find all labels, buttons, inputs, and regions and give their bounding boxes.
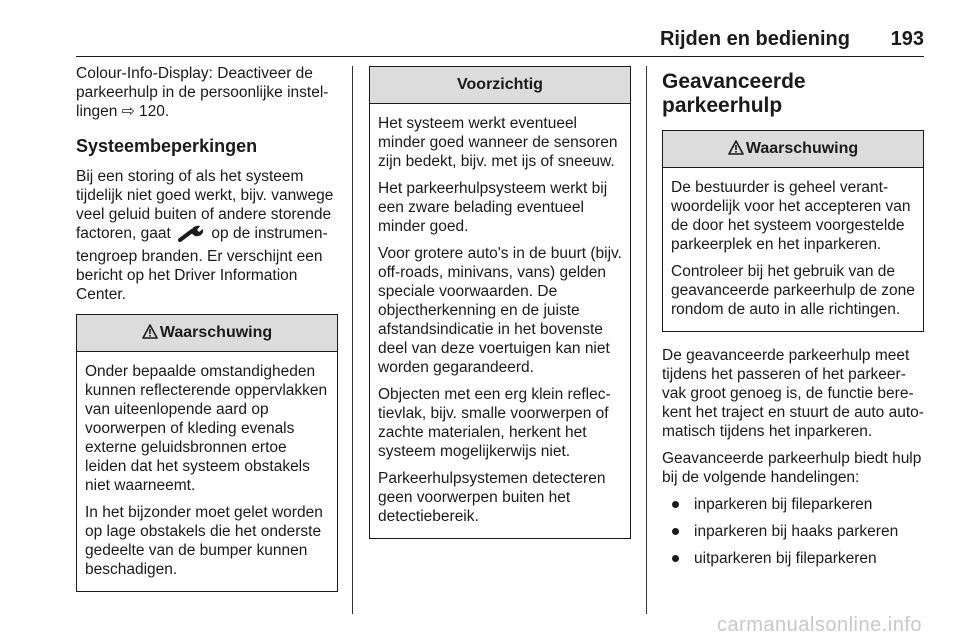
warning-paragraph: De bestuurder is geheel verantwoordelijk voor het accepteren van de door het systeem voorgestelde parkeerplek en het inparkeren.: [671, 179, 911, 253]
column-divider-2: [646, 66, 647, 614]
warning-box-header: [663, 131, 923, 168]
running-title: Rijden en bediening: [659, 28, 850, 50]
warning-box-2: [662, 130, 924, 332]
page-header: [0, 0, 960, 60]
warning-box-1: [76, 314, 338, 592]
bullet-icon: [672, 555, 679, 562]
caution-box-header: Voorzichtig: [370, 67, 630, 104]
section-heading-advanced: Geavanceerde parkeerhulp: [662, 70, 806, 117]
warning-paragraph: Controleer bij het gebruik van de geavanceerde parkeerhulp de zone rondom de auto in alle richtingen.: [671, 263, 915, 318]
header-divider: [76, 56, 924, 57]
warning-paragraph: Onder bepaalde omstandigheden kunnen reflecterende oppervlakken van uiteenlopende aard op voorwerpen of kleding evenals externe geluidsbronnen ertoe leiden dat het systeem obstakels niet waarneemt.: [85, 363, 328, 494]
watermark: carmanualsonline.info: [716, 614, 922, 636]
warning-title: Waarschuwing: [159, 324, 273, 341]
warning-box-header: [77, 315, 337, 352]
page-reference-link[interactable]: 120.: [134, 103, 170, 120]
intro-paragraph: Colour-Info-Display: Deactiveer de parkeerhulp in de persoonlijke instellingen ⇨ 120.: [76, 65, 329, 120]
caution-paragraph: Parkeerhulpsystemen detecteren geen voorwerpen buiten het detectiebereik.: [378, 470, 606, 525]
caution-paragraph: Voor grotere auto's in de buurt (bijv. off-roads, minivans, vans) gelden speciale voorwaarden. De objectherkenning en de juiste afstandsindicatie in het bovenste deel van deze voertuigen kan niet worden gegarandeerd.: [378, 245, 622, 376]
bullet-list: [662, 495, 924, 568]
list-item: inparkeren bij haaks parkeren: [662, 522, 924, 541]
limitations-paragraph: Bij een storing of als het systeem tijdelijk niet goed werkt, bijv. vanwege veel geluid buiten of andere storende factoren, gaat op de instrumentengroep branden. Er verschijnt een bericht op het Driver Information Center.: [76, 168, 334, 303]
warning-box-body: [663, 168, 923, 331]
page-number: 193: [890, 28, 924, 50]
caution-paragraph: Het parkeerhulpsysteem werkt bij een zware belading eventueel minder goed.: [378, 180, 608, 235]
list-item: uitparkeren bij fileparkeren: [662, 549, 924, 568]
warning-title: Waarschuwing: [745, 140, 859, 157]
body-paragraph: Geavanceerde parkeerhulp biedt hulp bij de volgende handelingen:: [662, 450, 922, 486]
warning-paragraph: In het bijzonder moet gelet worden op lage obstakels die het onderste gedeelte van de bumper kunnen beschadigen.: [85, 504, 323, 578]
column-1: [76, 64, 338, 592]
arrow-right-icon: ⇨: [121, 103, 135, 120]
column-divider-1: [352, 66, 353, 614]
column-3: [662, 64, 924, 576]
warning-box-body: [77, 352, 337, 591]
caution-paragraph: Objecten met een erg klein reflectievlak, bijv. smalle voorwerpen of zachte materialen, herkent het systeem mogelijkerwijs niet.: [378, 386, 611, 460]
bullet-icon: [672, 528, 679, 535]
column-2: [369, 64, 631, 539]
section-heading: Systeembeperkingen: [76, 136, 258, 156]
caution-paragraph: Het systeem werkt eventueel minder goed wanneer de sensoren zijn bedekt, bijv. met ijs of sneeuw.: [378, 115, 618, 170]
bullet-icon: [672, 501, 679, 508]
warning-triangle-icon: [142, 317, 158, 353]
warning-triangle-icon: [728, 133, 744, 169]
caution-box-body: [370, 104, 630, 538]
wrench-icon: [178, 224, 204, 247]
list-item: inparkeren bij fileparkeren: [662, 495, 924, 514]
caution-box: [369, 66, 631, 539]
body-paragraph: De geavanceerde parkeerhulp meet tijdens het passeren of het parkeervak groot genoeg is, de functie berekent het traject en stuurt de auto automatisch tijdens het inparkeren.: [662, 347, 924, 440]
